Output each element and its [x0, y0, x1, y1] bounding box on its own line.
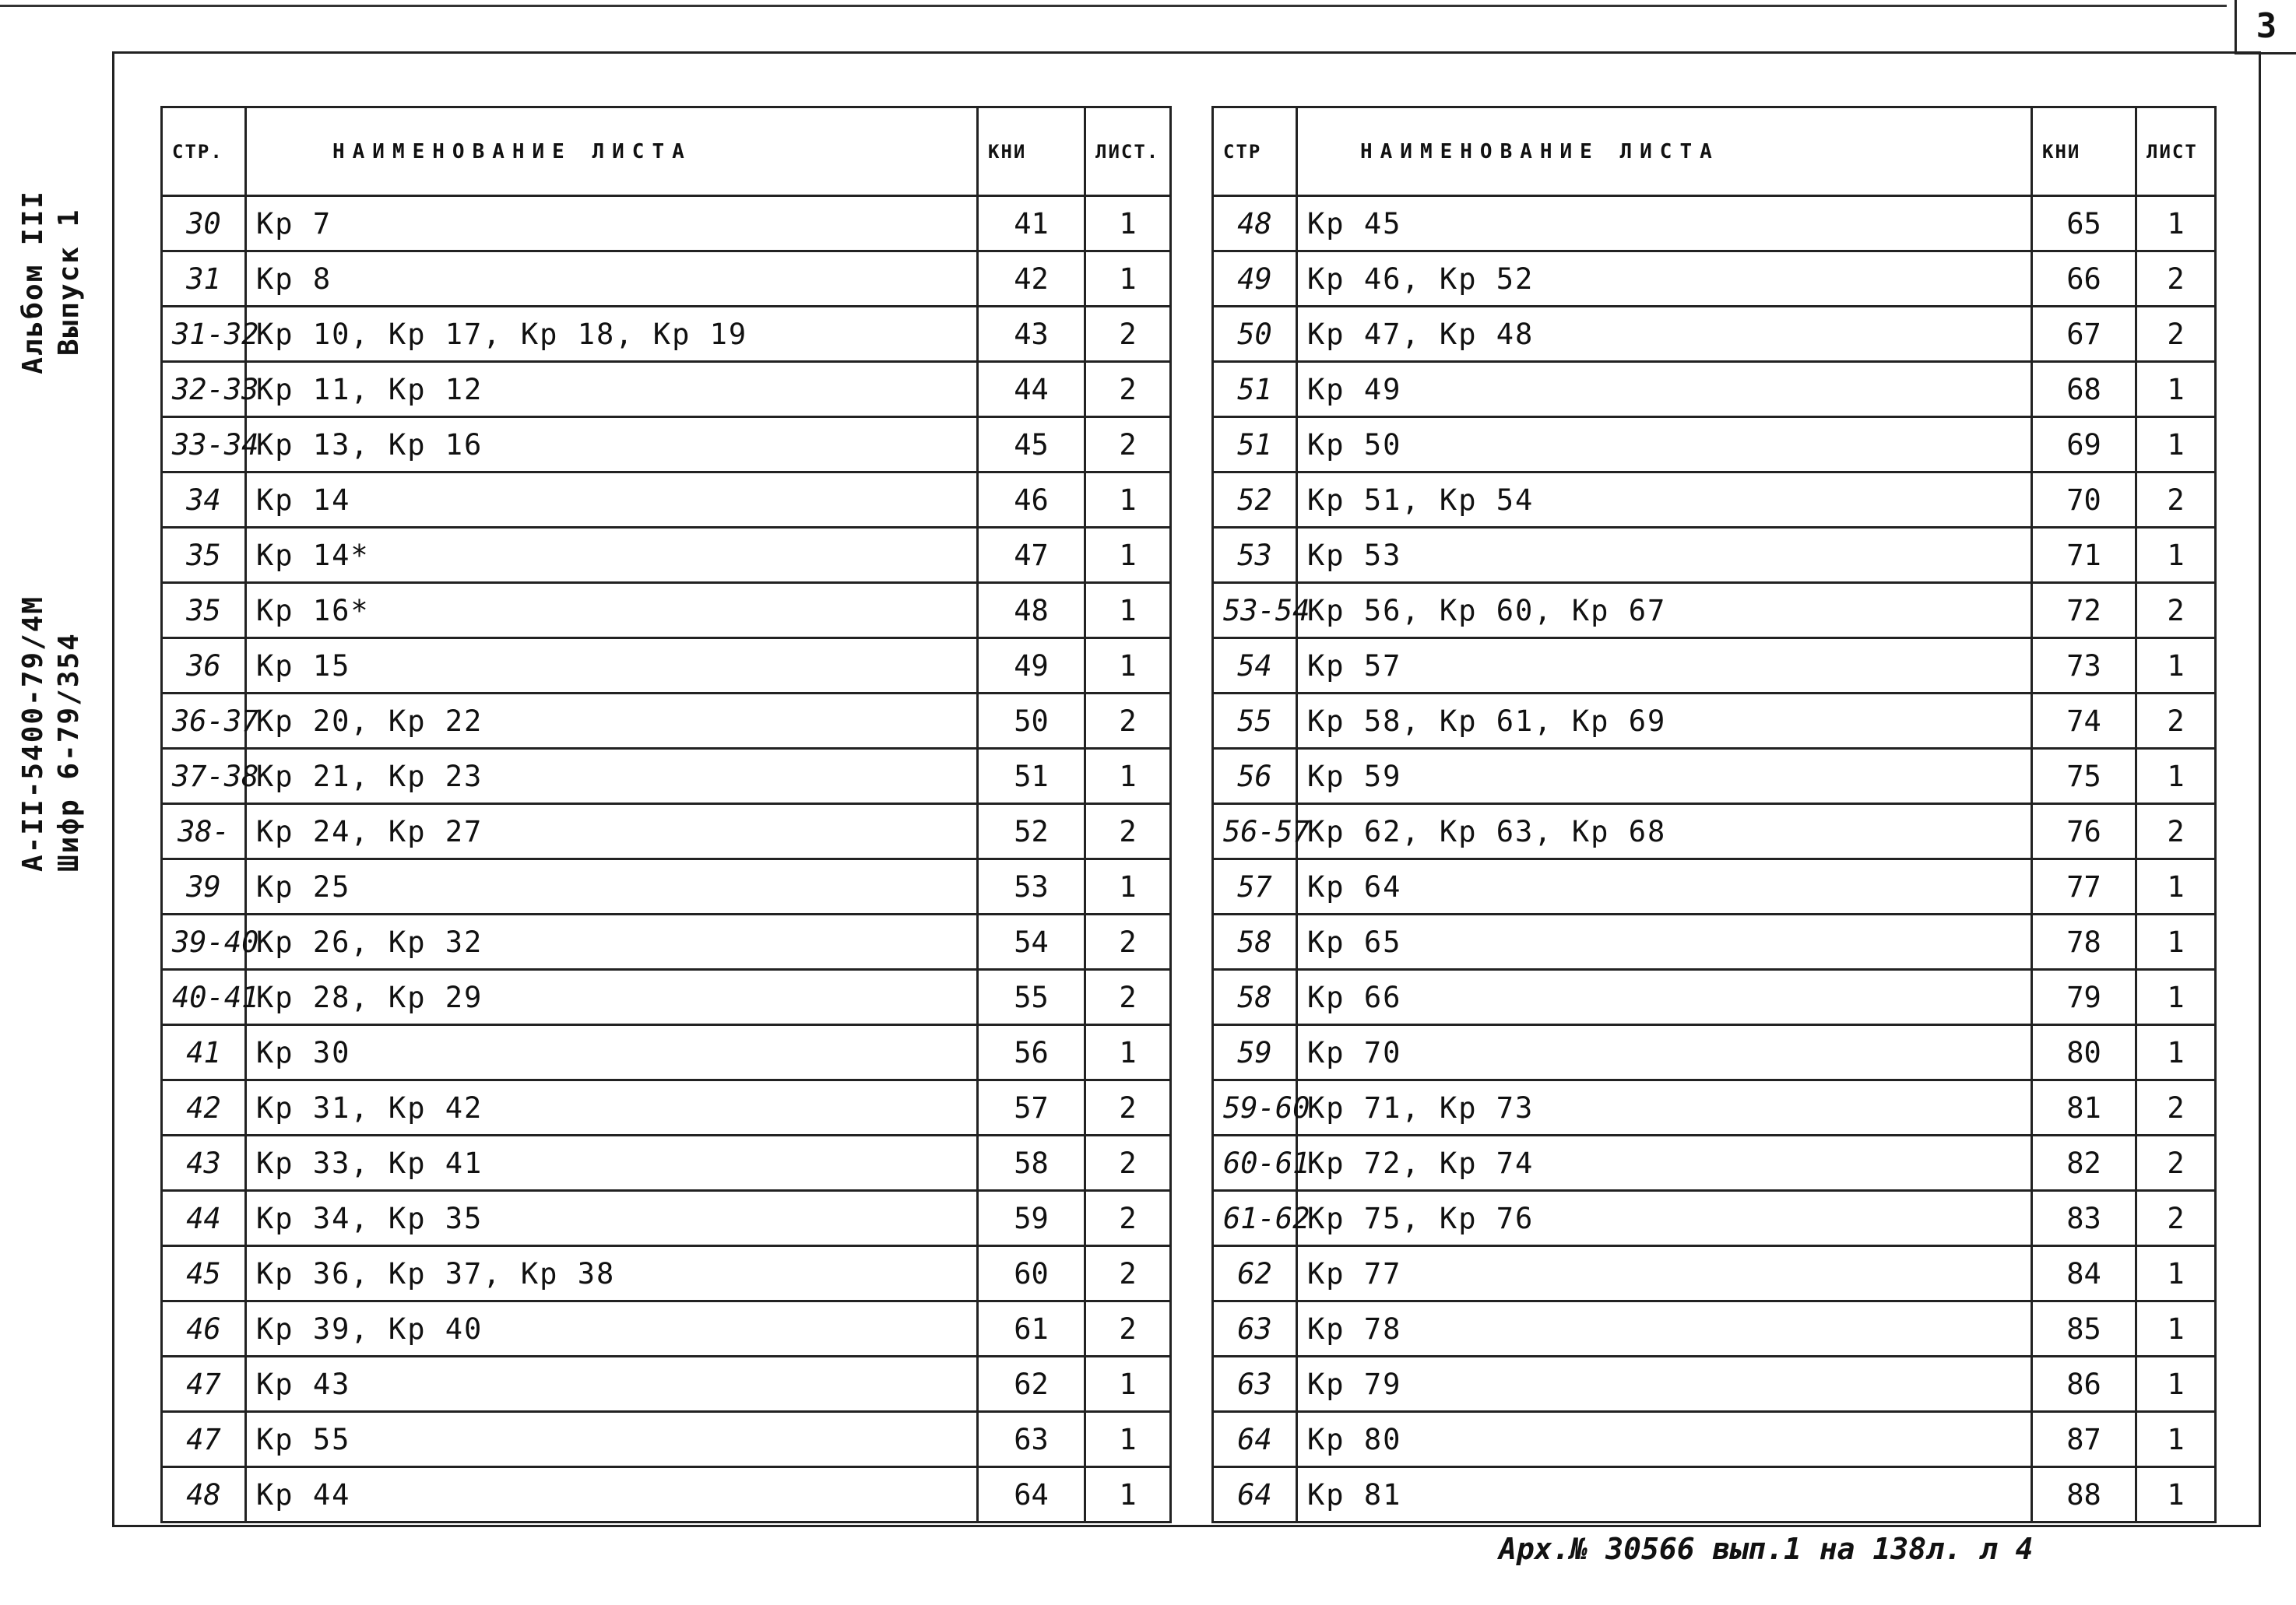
- row-name: Кр 57: [1297, 638, 2032, 694]
- row-name: Кр 15: [246, 638, 978, 694]
- side-stamp-line1: [16, 190, 51, 872]
- row-page: 61-62: [1213, 1191, 1297, 1246]
- row-sheets: 2: [1085, 804, 1171, 859]
- row-name: Кр 8: [246, 251, 978, 307]
- row-kn: 77: [2032, 859, 2136, 915]
- row-name: Кр 72, Кр 74: [1297, 1136, 2032, 1191]
- table-row: [1213, 417, 2216, 472]
- row-page: 59: [1213, 1025, 1297, 1080]
- album-title: Альбом III: [17, 190, 49, 374]
- table-row: [1213, 1080, 2216, 1136]
- row-name: Кр 51, Кр 54: [1297, 472, 2032, 528]
- row-sheets: 2: [1085, 1301, 1171, 1357]
- page-number-box: [2234, 0, 2296, 54]
- row-sheets: 1: [2136, 1357, 2216, 1412]
- row-page: 47: [162, 1357, 246, 1412]
- row-name: Кр 81: [1297, 1467, 2032, 1522]
- table-row: [1213, 1467, 2216, 1522]
- row-sheets: 2: [1085, 1246, 1171, 1301]
- table-row: [1213, 472, 2216, 528]
- row-page: 50: [1213, 307, 1297, 362]
- table-row: [162, 1080, 1171, 1136]
- row-page: 38-: [162, 804, 246, 859]
- row-page: 37-38: [162, 749, 246, 804]
- row-page: 57: [1213, 859, 1297, 915]
- row-sheets: 2: [1085, 970, 1171, 1025]
- table-header-row: [162, 107, 1171, 196]
- row-kn: 50: [978, 694, 1085, 749]
- row-kn: 52: [978, 804, 1085, 859]
- table-row: [162, 472, 1171, 528]
- row-page: 42: [162, 1080, 246, 1136]
- row-page: 49: [1213, 251, 1297, 307]
- index-table-left: [160, 106, 1172, 1523]
- table-row: [162, 859, 1171, 915]
- row-kn: 69: [2032, 417, 2136, 472]
- table-row: [162, 362, 1171, 417]
- row-page: 56-57: [1213, 804, 1297, 859]
- row-page: 46: [162, 1301, 246, 1357]
- table-row: [1213, 638, 2216, 694]
- table-row: [162, 749, 1171, 804]
- row-kn: 79: [2032, 970, 2136, 1025]
- row-sheets: 1: [2136, 1412, 2216, 1467]
- row-name: Кр 16*: [246, 583, 978, 638]
- row-sheets: 1: [1085, 749, 1171, 804]
- row-name: Кр 10, Кр 17, Кр 18, Кр 19: [246, 307, 978, 362]
- row-kn: 78: [2032, 915, 2136, 970]
- row-kn: 65: [2032, 196, 2136, 251]
- row-name: Кр 33, Кр 41: [246, 1136, 978, 1191]
- row-page: 34: [162, 472, 246, 528]
- table-row: [162, 1412, 1171, 1467]
- row-page: 60-61: [1213, 1136, 1297, 1191]
- table-row: [162, 528, 1171, 583]
- row-sheets: 2: [2136, 307, 2216, 362]
- row-kn: 73: [2032, 638, 2136, 694]
- row-name: Кр 80: [1297, 1412, 2032, 1467]
- row-sheets: 1: [2136, 528, 2216, 583]
- table-row: [162, 1357, 1171, 1412]
- row-page: 32-33: [162, 362, 246, 417]
- row-name: Кр 14: [246, 472, 978, 528]
- row-name: Кр 47, Кр 48: [1297, 307, 2032, 362]
- row-sheets: 1: [2136, 1467, 2216, 1522]
- row-page: 63: [1213, 1357, 1297, 1412]
- table-row: [162, 583, 1171, 638]
- row-sheets: 1: [1085, 638, 1171, 694]
- row-kn: 57: [978, 1080, 1085, 1136]
- row-sheets: 1: [2136, 970, 2216, 1025]
- row-name: Кр 25: [246, 859, 978, 915]
- row-sheets: 1: [2136, 1246, 2216, 1301]
- table-row: [1213, 1301, 2216, 1357]
- row-name: Кр 43: [246, 1357, 978, 1412]
- row-page: 54: [1213, 638, 1297, 694]
- row-name: Кр 31, Кр 42: [246, 1080, 978, 1136]
- row-sheets: 2: [2136, 251, 2216, 307]
- archive-note: Арх.№ 30566 вып.1 на 138л. л 4: [1499, 1532, 2034, 1566]
- index-table-right: [1211, 106, 2217, 1523]
- row-kn: 81: [2032, 1080, 2136, 1136]
- header-sheets: ЛИСТ: [2136, 107, 2216, 196]
- row-page: 39-40: [162, 915, 246, 970]
- row-sheets: 2: [2136, 1191, 2216, 1246]
- table-header-row: [1213, 107, 2216, 196]
- table-row: [162, 1136, 1171, 1191]
- row-sheets: 2: [2136, 1136, 2216, 1191]
- row-page: 43: [162, 1136, 246, 1191]
- row-page: 63: [1213, 1301, 1297, 1357]
- row-sheets: 1: [1085, 859, 1171, 915]
- row-name: Кр 59: [1297, 749, 2032, 804]
- table-row: [1213, 859, 2216, 915]
- table-row: [1213, 804, 2216, 859]
- row-sheets: 1: [1085, 583, 1171, 638]
- row-kn: 86: [2032, 1357, 2136, 1412]
- row-kn: 46: [978, 472, 1085, 528]
- row-kn: 68: [2032, 362, 2136, 417]
- side-stamp-line2: [51, 190, 87, 872]
- row-sheets: 2: [1085, 307, 1171, 362]
- row-name: Кр 55: [246, 1412, 978, 1467]
- table-row: [162, 1301, 1171, 1357]
- row-kn: 48: [978, 583, 1085, 638]
- row-kn: 82: [2032, 1136, 2136, 1191]
- row-page: 48: [162, 1467, 246, 1522]
- row-sheets: 1: [1085, 528, 1171, 583]
- row-sheets: 1: [2136, 749, 2216, 804]
- row-kn: 80: [2032, 1025, 2136, 1080]
- row-kn: 51: [978, 749, 1085, 804]
- row-kn: 42: [978, 251, 1085, 307]
- table-row: [1213, 307, 2216, 362]
- header-kn: КНИ: [978, 107, 1085, 196]
- row-kn: 59: [978, 1191, 1085, 1246]
- table-row: [1213, 915, 2216, 970]
- row-page: 53: [1213, 528, 1297, 583]
- row-page: 53-54: [1213, 583, 1297, 638]
- table-row: [1213, 749, 2216, 804]
- row-name: Кр 7: [246, 196, 978, 251]
- row-page: 31: [162, 251, 246, 307]
- row-sheets: 2: [1085, 915, 1171, 970]
- cipher-code: Шифр 6-79/354: [53, 632, 85, 872]
- row-kn: 56: [978, 1025, 1085, 1080]
- table-row: [1213, 1412, 2216, 1467]
- row-sheets: 1: [2136, 1301, 2216, 1357]
- row-kn: 84: [2032, 1246, 2136, 1301]
- row-kn: 41: [978, 196, 1085, 251]
- row-sheets: 1: [2136, 638, 2216, 694]
- row-sheets: 1: [1085, 1412, 1171, 1467]
- row-name: Кр 36, Кр 37, Кр 38: [246, 1246, 978, 1301]
- row-kn: 87: [2032, 1412, 2136, 1467]
- row-sheets: 1: [2136, 1025, 2216, 1080]
- row-kn: 53: [978, 859, 1085, 915]
- row-kn: 60: [978, 1246, 1085, 1301]
- row-name: Кр 71, Кр 73: [1297, 1080, 2032, 1136]
- header-kn: КНИ: [2032, 107, 2136, 196]
- row-sheets: 2: [2136, 472, 2216, 528]
- row-sheets: 2: [2136, 1080, 2216, 1136]
- row-page: 39: [162, 859, 246, 915]
- row-name: Кр 49: [1297, 362, 2032, 417]
- row-name: Кр 34, Кр 35: [246, 1191, 978, 1246]
- row-kn: 54: [978, 915, 1085, 970]
- row-name: Кр 45: [1297, 196, 2032, 251]
- row-page: 45: [162, 1246, 246, 1301]
- table-row: [1213, 1025, 2216, 1080]
- row-page: 58: [1213, 915, 1297, 970]
- row-kn: 67: [2032, 307, 2136, 362]
- row-page: 30: [162, 196, 246, 251]
- row-name: Кр 75, Кр 76: [1297, 1191, 2032, 1246]
- row-page: 35: [162, 528, 246, 583]
- row-page: 64: [1213, 1467, 1297, 1522]
- row-name: Кр 66: [1297, 970, 2032, 1025]
- row-kn: 75: [2032, 749, 2136, 804]
- row-kn: 72: [2032, 583, 2136, 638]
- row-kn: 49: [978, 638, 1085, 694]
- row-kn: 58: [978, 1136, 1085, 1191]
- side-stamp: [16, 190, 87, 872]
- row-page: 44: [162, 1191, 246, 1246]
- row-name: Кр 24, Кр 27: [246, 804, 978, 859]
- row-kn: 83: [2032, 1191, 2136, 1246]
- row-name: Кр 65: [1297, 915, 2032, 970]
- table-row: [1213, 362, 2216, 417]
- row-sheets: 1: [1085, 251, 1171, 307]
- header-page: СТР.: [162, 107, 246, 196]
- row-name: Кр 26, Кр 32: [246, 915, 978, 970]
- row-name: Кр 58, Кр 61, Кр 69: [1297, 694, 2032, 749]
- row-name: Кр 21, Кр 23: [246, 749, 978, 804]
- row-sheets: 2: [1085, 1136, 1171, 1191]
- row-sheets: 2: [1085, 417, 1171, 472]
- table-row: [162, 804, 1171, 859]
- table-row: [162, 915, 1171, 970]
- table-row: [1213, 1246, 2216, 1301]
- row-kn: 88: [2032, 1467, 2136, 1522]
- row-kn: 85: [2032, 1301, 2136, 1357]
- table-row: [162, 196, 1171, 251]
- header-sheets: ЛИСТ.: [1085, 107, 1171, 196]
- row-page: 56: [1213, 749, 1297, 804]
- row-page: 33-34: [162, 417, 246, 472]
- row-name: Кр 79: [1297, 1357, 2032, 1412]
- row-kn: 66: [2032, 251, 2136, 307]
- row-name: Кр 46, Кр 52: [1297, 251, 2032, 307]
- row-kn: 44: [978, 362, 1085, 417]
- header-name: НАИМЕНОВАНИЕ ЛИСТА: [246, 107, 978, 196]
- row-sheets: 1: [2136, 859, 2216, 915]
- row-name: Кр 78: [1297, 1301, 2032, 1357]
- table-row: [1213, 1136, 2216, 1191]
- row-kn: 74: [2032, 694, 2136, 749]
- row-kn: 70: [2032, 472, 2136, 528]
- row-name: Кр 14*: [246, 528, 978, 583]
- row-name: Кр 28, Кр 29: [246, 970, 978, 1025]
- album-code: А-II-5400-79/4М: [17, 595, 49, 872]
- table-row: [162, 694, 1171, 749]
- row-page: 48: [1213, 196, 1297, 251]
- row-name: Кр 77: [1297, 1246, 2032, 1301]
- table-row: [162, 417, 1171, 472]
- table-row: [1213, 583, 2216, 638]
- row-page: 64: [1213, 1412, 1297, 1467]
- row-kn: 76: [2032, 804, 2136, 859]
- row-name: Кр 53: [1297, 528, 2032, 583]
- row-kn: 71: [2032, 528, 2136, 583]
- row-name: Кр 56, Кр 60, Кр 67: [1297, 583, 2032, 638]
- row-page: 58: [1213, 970, 1297, 1025]
- table-row: [162, 638, 1171, 694]
- right-table-body: [1213, 196, 2216, 1522]
- row-page: 51: [1213, 417, 1297, 472]
- row-name: Кр 64: [1297, 859, 2032, 915]
- row-page: 36: [162, 638, 246, 694]
- page-number: 3: [2256, 6, 2277, 46]
- row-page: 62: [1213, 1246, 1297, 1301]
- row-name: Кр 62, Кр 63, Кр 68: [1297, 804, 2032, 859]
- row-name: Кр 20, Кр 22: [246, 694, 978, 749]
- row-sheets: 1: [2136, 417, 2216, 472]
- row-sheets: 2: [1085, 694, 1171, 749]
- row-page: 59-60: [1213, 1080, 1297, 1136]
- header-page: СТР: [1213, 107, 1297, 196]
- row-sheets: 1: [1085, 1357, 1171, 1412]
- row-kn: 45: [978, 417, 1085, 472]
- row-sheets: 1: [2136, 362, 2216, 417]
- row-sheets: 1: [2136, 915, 2216, 970]
- issue-title: Выпуск 1: [53, 208, 85, 356]
- row-sheets: 2: [2136, 583, 2216, 638]
- table-row: [162, 1191, 1171, 1246]
- top-border-line: [0, 5, 2227, 7]
- table-row: [162, 251, 1171, 307]
- left-table-body: [162, 196, 1171, 1522]
- row-kn: 47: [978, 528, 1085, 583]
- table-row: [1213, 1191, 2216, 1246]
- table-row: [162, 307, 1171, 362]
- header-name: НАИМЕНОВАНИЕ ЛИСТА: [1297, 107, 2032, 196]
- row-page: 35: [162, 583, 246, 638]
- row-kn: 55: [978, 970, 1085, 1025]
- row-page: 51: [1213, 362, 1297, 417]
- row-page: 55: [1213, 694, 1297, 749]
- row-page: 31-32: [162, 307, 246, 362]
- row-page: 47: [162, 1412, 246, 1467]
- row-page: 41: [162, 1025, 246, 1080]
- row-sheets: 1: [1085, 196, 1171, 251]
- row-name: Кр 39, Кр 40: [246, 1301, 978, 1357]
- row-sheets: 1: [1085, 472, 1171, 528]
- row-sheets: 2: [1085, 362, 1171, 417]
- table-row: [1213, 528, 2216, 583]
- row-name: Кр 30: [246, 1025, 978, 1080]
- row-name: Кр 44: [246, 1467, 978, 1522]
- row-sheets: 2: [1085, 1080, 1171, 1136]
- table-row: [1213, 196, 2216, 251]
- table-row: [1213, 1357, 2216, 1412]
- row-sheets: 1: [1085, 1467, 1171, 1522]
- table-row: [162, 1467, 1171, 1522]
- row-name: Кр 13, Кр 16: [246, 417, 978, 472]
- row-sheets: 2: [2136, 804, 2216, 859]
- row-name: Кр 70: [1297, 1025, 2032, 1080]
- table-row: [162, 1246, 1171, 1301]
- row-kn: 43: [978, 307, 1085, 362]
- row-kn: 64: [978, 1467, 1085, 1522]
- row-name: Кр 50: [1297, 417, 2032, 472]
- table-row: [162, 1025, 1171, 1080]
- row-kn: 62: [978, 1357, 1085, 1412]
- table-row: [1213, 694, 2216, 749]
- table-row: [1213, 251, 2216, 307]
- row-sheets: 2: [2136, 694, 2216, 749]
- row-kn: 63: [978, 1412, 1085, 1467]
- row-sheets: 2: [1085, 1191, 1171, 1246]
- row-sheets: 1: [2136, 196, 2216, 251]
- row-page: 36-37: [162, 694, 246, 749]
- table-row: [162, 970, 1171, 1025]
- row-name: Кр 11, Кр 12: [246, 362, 978, 417]
- table-row: [1213, 970, 2216, 1025]
- row-sheets: 1: [1085, 1025, 1171, 1080]
- row-page: 40-41: [162, 970, 246, 1025]
- row-kn: 61: [978, 1301, 1085, 1357]
- row-page: 52: [1213, 472, 1297, 528]
